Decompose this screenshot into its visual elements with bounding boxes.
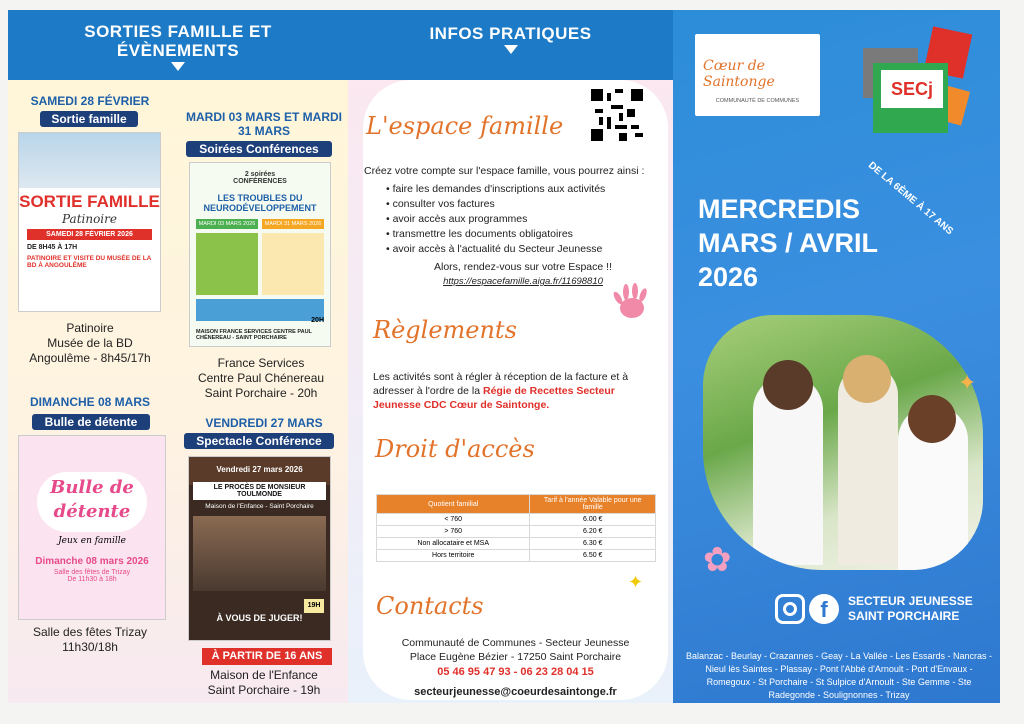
social-line: SECTEUR JEUNESSE [848,594,973,608]
down-arrow-icon [504,45,518,54]
poster-subtitle: Patinoire [62,212,117,226]
handprint-icon [608,282,654,322]
espace-url-link[interactable]: https://espacefamille.aiga.fr/11698810 [443,276,603,287]
cover-photo [703,315,983,570]
logo-subtext: COMMUNAUTÉ DE COMMUNES [715,98,800,104]
reglements-text [373,370,658,412]
event-tag: Spectacle Conférence [184,433,334,449]
caption-line: Centre Paul Chénereau [197,371,325,385]
table-row [377,514,656,526]
reglements-body: Les activités sont à régler à réception de la facture et à adresser à l'ordre de la [373,371,629,397]
bullet-item: • avoir accès à l'actualité du Secteur Jeunesse [386,243,603,255]
contact-line: Communauté de Communes - Secteur Jeunesse [401,637,630,649]
contact-phones[interactable]: 05 46 95 47 93 - 06 23 28 04 15 [437,666,594,678]
caption-line: Salle des fêtes Trizay [32,625,148,639]
bullet-item: • consulter vos factures [386,198,495,210]
event-tag: Bulle de détente [32,414,150,430]
caption-line: Musée de la BD [47,336,133,350]
table-cell: < 760 [377,514,530,526]
table-header-cell: Quotient familial [377,495,530,514]
poster-time: De 11h30 à 18h [67,576,117,583]
bullet-text: transmettre les documents obligatoires [392,228,573,240]
poster-photo [19,133,160,188]
caption-line: Saint Porchaire - 19h [207,683,321,697]
caption-line: Saint Porchaire - 20h [204,386,318,400]
event-date: VENDREDI 27 MARS [205,416,323,430]
bullet-text: consulter vos factures [392,198,495,210]
poster-subtitle: Maison de l'Enfance - Saint Porchaire [205,503,314,510]
droit-acces-title: Droit d'accès [375,435,535,463]
event-date: MARDI 03 MARS ET MARDI 31 MARS [185,110,342,138]
leaflet-sheet [8,10,1000,703]
caption-line: Maison de l'Enfance [210,668,318,682]
info-header [348,10,673,80]
logo-text: Cœur de Saintonge [703,58,775,90]
secj-logo [863,28,973,138]
table-cell: Hors territoire [377,550,530,562]
info-header-title: INFOS PRATIQUES [429,24,592,43]
towns-list: Balanzac - Beurlay - Crazannes - Geay - La Vallée - Les Essards - Nancras - Nieul lès Saintes - Plassay - Pont l'Abbé d'Arnoult - Port d'Envaux - Romegoux - St Porchaire - St Sulpice d'Arnoult - Ste Gemme - Ste Radegonde - Soulignonnes - Trizay [686,651,992,700]
events-header-title: SORTIES FAMILLE ET ÉVÈNEMENTS [84,22,272,60]
bullet-item: • avoir accès aux programmes [386,213,528,225]
coeur-de-saintonge-logo [695,34,820,116]
event-date: SAMEDI 28 FÉVRIER [30,94,150,108]
poster-photo [193,516,326,591]
age-range: DE LA 6ÈME À 17 ANS [865,160,956,238]
event-caption [184,668,344,698]
poster-block [196,233,258,295]
cover-title-line: MARS / AVRIL [698,228,878,258]
event-tag: Sortie famille [40,111,138,127]
cover-title-line: 2026 [698,262,759,292]
poster-block [262,233,324,295]
instagram-icon[interactable] [775,594,805,624]
bullet-item: • transmettre les documents obligatoires [386,228,573,240]
sparkle-icon: ✦ [628,572,644,592]
cover-title [698,192,878,294]
event-caption [16,321,164,366]
poster-location: Salle des fêtes de Trizay [53,569,131,576]
poster-subtitle: 2 soirées CONFÉRENCES [233,171,287,185]
reglements-bold: Régie de Recettes Secteur Jeunesse CDC Cœur de Saintonge. [373,385,615,411]
poster-date-2: MARDI 31 MARS 2026 [262,219,324,229]
table-cell: 6.50 € [530,550,656,562]
bullet-text: avoir accès aux programmes [392,213,528,225]
poster-time: 19H [304,599,324,613]
event-poster-conferences [189,162,331,347]
poster-date-1: MARDI 03 MARS 2026 [196,219,258,229]
contact-address [373,636,658,664]
event-date: DIMANCHE 08 MARS [29,395,150,409]
caption-line: Patinoire [66,321,114,335]
poster-title: LES TROUBLES DU NEURODÉVELOPPEMENT [203,193,317,213]
star-icon: ✦ [958,370,977,395]
age-badge: À PARTIR DE 16 ANS [202,648,332,665]
caption-line: France Services [217,356,305,370]
bullet-item: • faire les demandes d'inscriptions aux activités [386,183,606,195]
table-cell: 6.30 € [530,538,656,550]
poster-date: Dimanche 08 mars 2026 [35,556,149,567]
cover-panel [673,10,1000,703]
contact-email[interactable]: secteurjeunesse@coeurdesaintonge.fr [414,686,617,698]
table-cell: Non allocataire et MSA [377,538,530,550]
poster-time: 20H [311,317,324,324]
table-row [377,538,656,550]
contact-line: Place Eugène Bézier - 17250 Saint Porchaire [409,651,622,663]
bullet-text: avoir accès à l'actualité du Secteur Jeunesse [392,243,603,255]
poster-block [196,299,324,321]
tarif-table [376,494,656,562]
event-caption [186,356,336,401]
poster-time: DE 8H45 À 17H [27,244,78,251]
poster-extra: PATINOIRE ET VISITE DU MUSÉE DE LA BD À ANGOULÊME [27,255,152,269]
table-cell: 6.20 € [530,526,656,538]
poster-extra: À VOUS DE JUGER! [216,613,303,623]
poster-title: SORTIE FAMILLE [19,192,160,211]
event-caption [16,625,164,655]
reglements-title: Règlements [373,316,517,344]
table-header-cell: Tarif à l'année Valable pour une famille [530,495,656,514]
bullet-text: faire les demandes d'inscriptions aux activités [392,183,606,195]
event-tag: Soirées Conférences [186,141,332,157]
down-arrow-icon [171,62,185,71]
espace-cta: Alors, rendez-vous sur votre Espace !! [434,261,612,273]
social-handle [848,594,973,624]
event-poster-ice-skating [18,132,161,312]
flower-icon: ✿ [703,541,732,579]
event-poster-spectacle [188,456,331,641]
espace-famille-title: L'espace famille [366,112,564,140]
events-header [8,10,348,80]
poster-location: MAISON FRANCE SERVICES CENTRE PAUL CHÉNEREAU - SAINT PORCHAIRE [196,329,312,341]
poster-title: Bulle de détente [37,472,147,532]
social-line: SAINT PORCHAIRE [848,609,960,623]
events-panel [8,10,348,703]
espace-intro: Créez votre compte sur l'espace famille, vous pourrez ainsi : [364,165,645,177]
table-cell: > 760 [377,526,530,538]
contacts-title: Contacts [376,592,484,620]
table-header-row [377,495,656,514]
table-row [377,550,656,562]
poster-title: LE PROCÈS DE MONSIEUR TOULMONDE [193,482,326,500]
table-cell: 6.00 € [530,514,656,526]
qr-code-icon[interactable] [591,89,643,141]
facebook-icon[interactable]: f [809,594,839,624]
secj-logo-text: SECj [881,70,943,108]
table-row [377,526,656,538]
cover-title-line: MERCREDIS [698,194,861,224]
caption-line: Angoulême - 8h45/17h [29,351,151,365]
poster-date: Vendredi 27 mars 2026 [216,465,303,474]
poster-date: SAMEDI 28 FÉVRIER 2026 [27,229,152,240]
poster-subtitle: Jeux en famille [58,536,126,546]
caption-line: 11h30/18h [62,640,118,654]
event-poster-bulle [18,435,166,620]
